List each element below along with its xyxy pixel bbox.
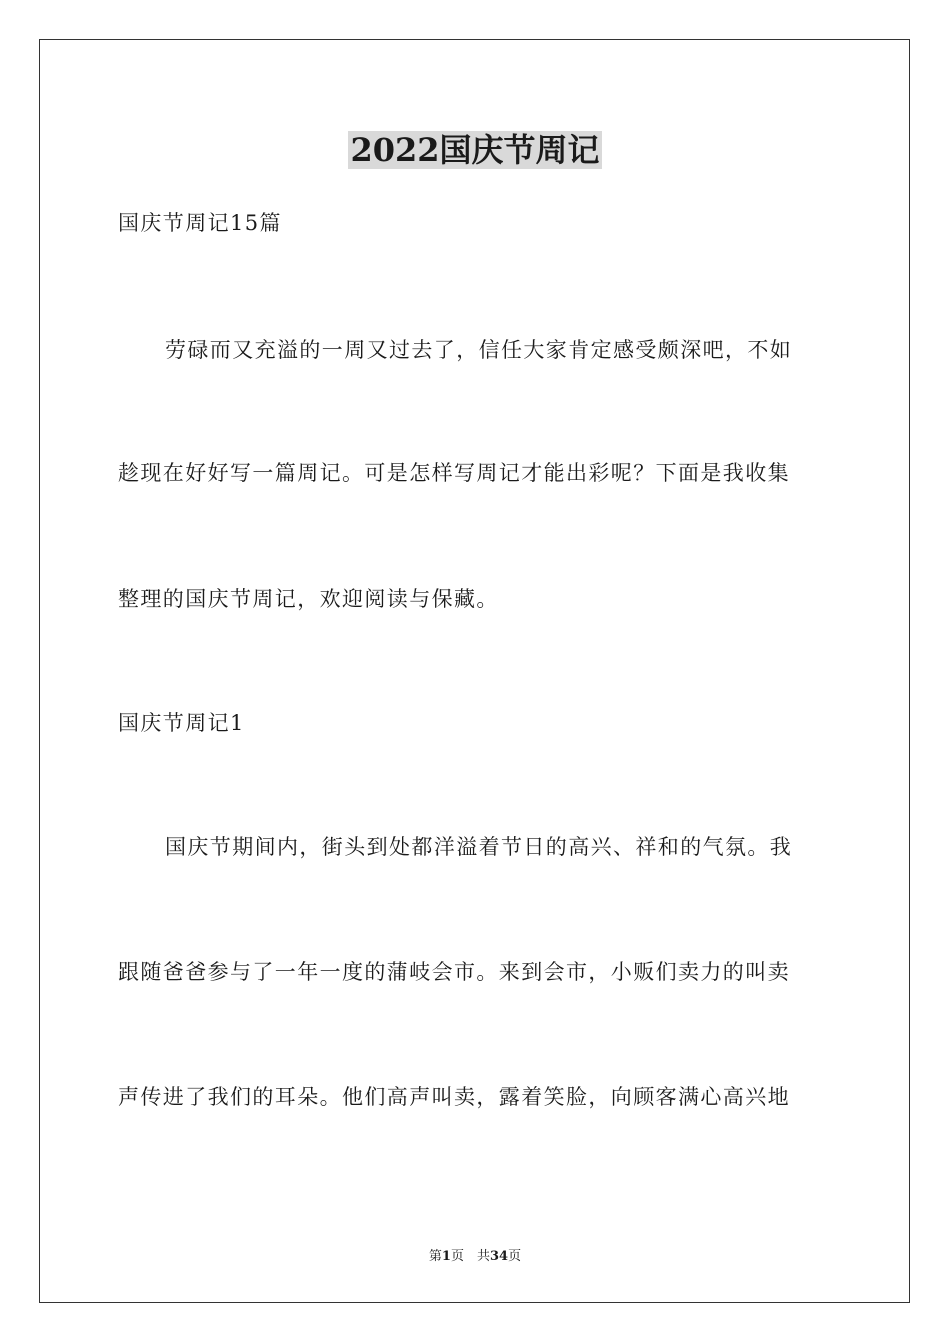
footer-page-prefix: 第 xyxy=(428,1249,442,1264)
page-footer xyxy=(0,1248,950,1266)
document-title xyxy=(0,128,950,172)
paragraph-line: 跟随爸爸参与了一年一度的蒲岐会市。来到会市，小贩们卖力的叫卖 xyxy=(118,960,790,984)
paragraph-line: 劳碌而又充溢的一周又过去了，信任大家肯定感受颇深吧，不如 xyxy=(165,338,793,362)
section-heading: 国庆节周记1 xyxy=(118,711,245,735)
document-title-text: 2022国庆节周记 xyxy=(350,131,600,169)
paragraph-line: 声传进了我们的耳朵。他们高声叫卖，露着笑脸，向顾客满心高兴地 xyxy=(118,1085,790,1109)
footer-page-suffix: 页 xyxy=(508,1249,522,1264)
footer-page-total: 34 xyxy=(489,1249,509,1264)
paragraph-line: 整理的国庆节周记，欢迎阅读与保藏。 xyxy=(118,587,499,611)
footer-page-current: 1 xyxy=(441,1249,451,1264)
paragraph-line: 趁现在好好写一篇周记。可是怎样写周记才能出彩呢？下面是我收集 xyxy=(118,461,790,485)
document-subtitle: 国庆节周记15篇 xyxy=(118,211,282,235)
paragraph-line: 国庆节期间内，街头到处都洋溢着节日的高兴、祥和的气氛。我 xyxy=(165,835,793,859)
footer-page-mid: 页 共 xyxy=(450,1249,490,1264)
